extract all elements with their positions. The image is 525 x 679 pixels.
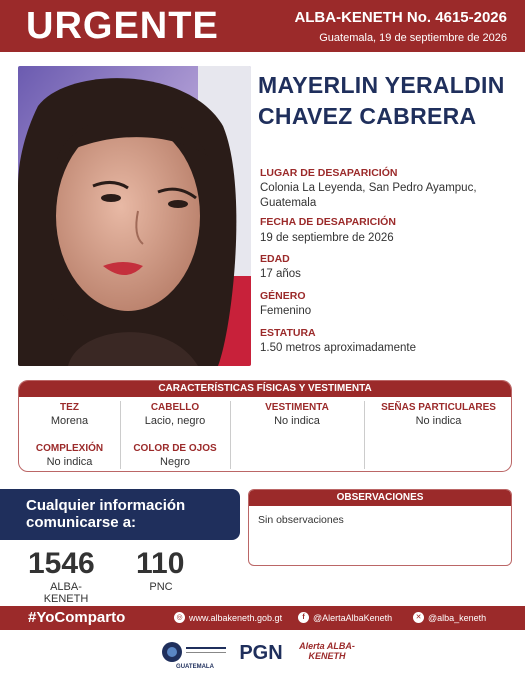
person-name-line1: MAYERLIN YERALDIN [258,72,505,98]
x-text: @alba_keneth [428,612,487,623]
contact-info-text: Cualquier información comunicarse a: [26,497,186,531]
pnc-number-label: PNC [149,581,173,593]
facebook-icon: f [298,612,309,623]
contact-info-banner [0,489,240,540]
missing-person-photo [18,66,251,366]
globe-icon: ◎ [174,612,185,623]
lugar-label: LUGAR DE DESAPARICIÓN [260,167,398,179]
pnc-number: 110 [136,547,185,580]
pgn-logo-text: PGN [239,642,283,664]
senas-label: SEÑAS PARTICULARES [381,402,496,413]
edad-value: 17 años [260,268,301,280]
guatemala-crest-icon [160,638,230,666]
tez-label: TEZ [60,402,79,413]
characteristics-panel [18,380,512,472]
estatura-label: ESTATURA [260,327,316,339]
person-name-line2: CHAVEZ CABRERA [258,103,477,129]
guatemala-logo [160,638,230,670]
footer-bar [0,606,525,630]
fecha-value: 19 de septiembre de 2026 [260,232,394,244]
vestimenta-label: VESTIMENTA [265,402,329,413]
alba-keneth-logo-text: Alerta ALBA-KENETH [299,641,355,661]
x-icon: ✕ [413,612,424,623]
vestimenta-value: No indica [274,415,320,427]
edad-label: EDAD [260,253,290,265]
pgn-logo [236,638,286,665]
complexion-value: No indica [46,456,93,468]
alba-keneth-number-label: ALBA-KENETH [43,581,89,605]
observations-text: Sin observaciones [258,514,344,526]
alert-number: ALBA-KENETH No. 4615-2026 [294,9,507,26]
ojos-value: Negro [160,456,190,468]
header-banner [0,0,525,52]
tez-value: Morena [50,415,89,427]
ojos-label: COLOR DE OJOS [133,443,217,454]
cabello-label: CABELLO [150,402,200,413]
website-text: www.albakeneth.gob.gt [189,612,283,623]
urgent-title: URGENTE [26,5,219,47]
portrait-illustration [18,66,251,366]
fecha-label: FECHA DE DESAPARICIÓN [260,216,396,228]
genero-label: GÉNERO [260,290,306,302]
complexion-label: COMPLEXIÓN [35,443,104,454]
characteristics-title: CARACTERÍSTICAS FÍSICAS Y VESTIMENTA [19,381,511,397]
person-name [258,70,518,132]
senas-value: No indica [415,415,462,427]
website-link[interactable] [174,612,282,623]
genero-value: Femenino [260,305,312,317]
facebook-link[interactable] [298,612,392,623]
observations-panel [248,489,512,566]
alba-keneth-number: 1546 [28,547,95,580]
lugar-value: Colonia La Leyenda, San Pedro Ayampuc, Guatemala [260,182,477,209]
hashtag: #YoComparto [28,609,126,626]
alert-location-date: Guatemala, 19 de septiembre de 2026 [319,32,507,44]
observations-title: OBSERVACIONES [249,490,511,506]
guatemala-logo-text: GUATEMALA [176,664,214,670]
facebook-text: @AlertaAlbaKeneth [313,612,393,623]
cabello-value: Lacio, negro [144,415,206,427]
x-link[interactable] [413,612,486,623]
estatura-value: 1.50 metros aproximadamente [260,342,416,354]
alba-keneth-logo [298,638,356,661]
